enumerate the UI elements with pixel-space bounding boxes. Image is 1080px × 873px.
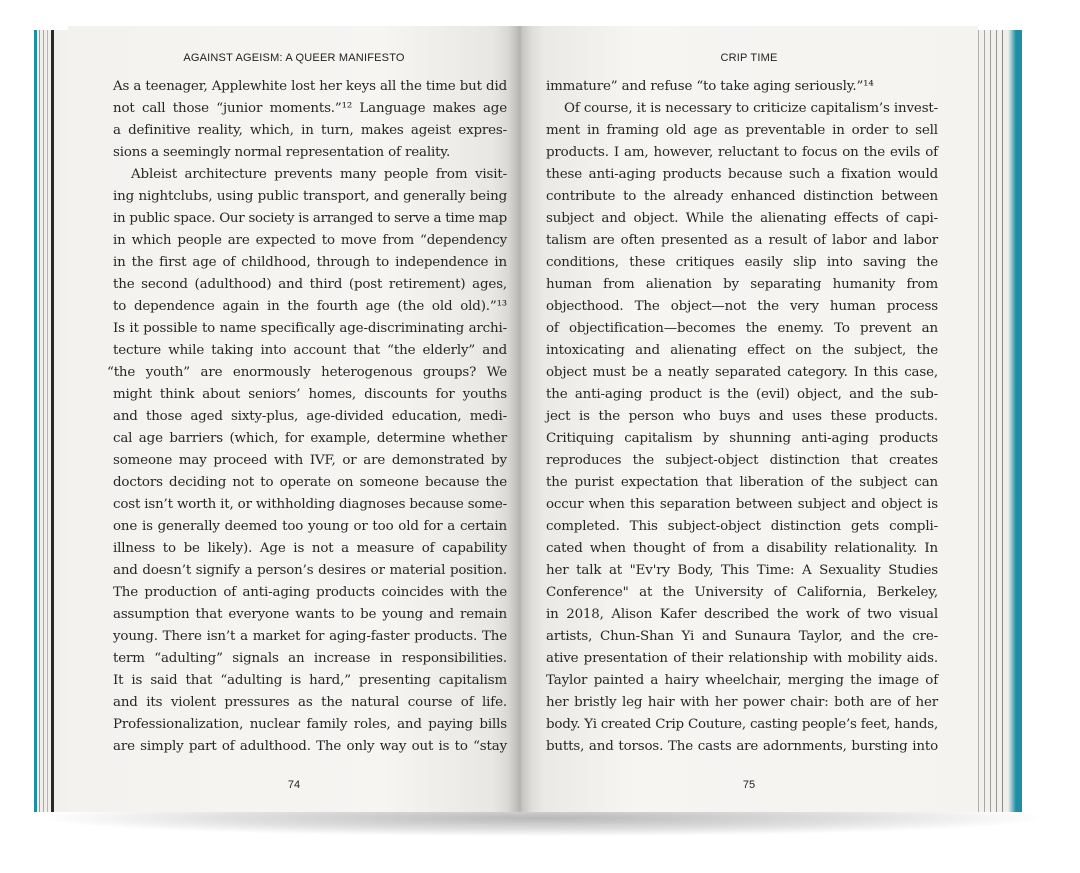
- text-line: in which people are expected to move from “dependency: [113, 233, 507, 248]
- text-line: products. I am, however, reluctant to focus on the evils of: [546, 145, 938, 160]
- text-line: the second (adulthood) and third (post retirement) ages,: [113, 277, 508, 292]
- text-line: object must be a neatly separated category. In this case,: [546, 365, 938, 380]
- text-line: illness to be likely). Age is not a measure of capability: [113, 541, 508, 556]
- left-running-head: AGAINST AGEISM: A QUEER MANIFESTO: [183, 52, 405, 64]
- text-line: and those aged sixty-plus, age-divided education, medi-: [113, 409, 507, 424]
- text-line: Of course, it is necessary to criticize capitalism’s invest-: [564, 101, 939, 116]
- text-line: tecture while taking into account that “the elderly” and: [113, 343, 508, 358]
- text-line: her talk at "Ev'ry Body, This Time: A Sexuality Studies: [546, 563, 938, 578]
- text-line: one is generally deemed too young or too old for a certain: [113, 519, 507, 534]
- text-line: As a teenager, Applewhite lost her keys all the time but did: [113, 79, 508, 94]
- text-line: and its violent pressures as the natural course of life.: [113, 695, 507, 710]
- text-line: “the youth” are enormously heterogenous groups? We: [107, 365, 507, 380]
- text-line: are simply part of adulthood. The only way out is to “stay: [113, 739, 508, 754]
- right-running-head: CRIP TIME: [720, 52, 778, 64]
- text-line: the purist expectation that liberation of the subject can: [546, 475, 938, 490]
- text-line: her bristly leg hair with her power chair: both are of her: [546, 695, 939, 710]
- text-line: term “adulting” signals an increase in responsibilities.: [113, 651, 507, 666]
- text-line: ing nightclubs, using public transport, and generally being: [113, 189, 507, 204]
- text-line: ject is the person who buys and uses these products.: [546, 409, 938, 424]
- text-line: Ableist architecture prevents many people from visit-: [131, 167, 507, 182]
- left-body-text: [107, 76, 508, 758]
- right-body-text: [546, 76, 938, 758]
- text-line: contribute to the already enhanced distinction between: [546, 189, 938, 204]
- left-page-number: 74: [287, 779, 301, 791]
- text-line: objecthood. The object—not the very human process: [546, 299, 938, 314]
- text-line: reproduces the subject-object distinction that creates: [546, 453, 938, 468]
- text-line: ment in framing old age as preventable in order to sell: [546, 123, 938, 138]
- text-line: artists, Chun-Shan Yi and Sunaura Taylor, and the cre-: [546, 629, 939, 644]
- text-line: not call those “junior moments.”¹² Language makes age: [113, 101, 507, 116]
- text-line: conditions, these critiques easily slip into saving the: [546, 255, 938, 270]
- text-line: doctors deciding not to operate on someone because the: [113, 475, 508, 490]
- text-line: ative presentation of their relationship with mobility aids.: [546, 651, 938, 666]
- right-page-edges: [972, 30, 1022, 812]
- text-line: talism are often presented as a result of labor and labor: [546, 233, 938, 248]
- text-line: completed. This subject-object distinction gets compli-: [546, 519, 938, 534]
- text-line: and doesn’t signify a person’s desires or material position.: [113, 563, 508, 578]
- text-line: subject and object. While the alienating effects of capi-: [546, 211, 939, 226]
- right-page: [520, 26, 978, 812]
- text-line: these anti-aging products because such a fixation would: [546, 167, 938, 182]
- text-line: young. There isn’t a market for aging-faster products. The: [113, 629, 507, 644]
- text-line: Is it possible to name specifically age-discriminating archi-: [113, 321, 507, 336]
- text-line: Conference" at the University of California, Berkeley,: [546, 585, 939, 600]
- text-line: of objectification—becomes the enemy. To prevent an: [546, 321, 938, 336]
- text-line: It is said that “adulting is hard,” presenting capitalism: [113, 673, 508, 688]
- text-line: might think about seniors’ homes, discounts for youths: [113, 387, 507, 402]
- text-line: in public space. Our society is arranged to serve a time map: [113, 211, 507, 226]
- text-line: in 2018, Alison Kafer described the work of two visual: [546, 607, 938, 622]
- text-line: cated when thought of from a disability relationality. In: [546, 541, 938, 556]
- right-page-number: 75: [742, 779, 756, 791]
- text-line: intoxicating and alienating effect on the subject, the: [546, 343, 938, 358]
- text-line: immature” and refuse “to take aging seriously.”¹⁴: [546, 79, 874, 94]
- text-line: the anti-aging product is the (evil) object, and the sub-: [546, 387, 939, 402]
- gutter-shadow: [508, 26, 532, 812]
- text-line: cal age barriers (which, for example, determine whether: [113, 431, 508, 446]
- text-line: someone may proceed with IVF, or are demonstrated by: [113, 453, 507, 468]
- text-line: sions a seemingly normal representation of reality.: [113, 145, 451, 160]
- text-line: Critiquing capitalism by shunning anti-aging products: [546, 431, 938, 446]
- text-line: assumption that everyone wants to be young and remain: [113, 607, 507, 622]
- text-line: The production of anti-aging products coincides with the: [113, 585, 507, 600]
- text-line: in the first age of childhood, through to independence in: [113, 255, 507, 270]
- left-page: [68, 26, 520, 812]
- text-line: cost isn’t worth it, or withholding diagnoses because some-: [113, 497, 507, 512]
- text-line: Professionalization, nuclear family roles, and paying bills: [113, 717, 507, 732]
- text-line: human from alienation by separating humanity from: [546, 277, 939, 292]
- text-line: Taylor painted a hairy wheelchair, merging the image of: [546, 673, 939, 688]
- text-line: butts, and torsos. The casts are adornments, bursting into: [546, 739, 939, 754]
- text-line: occur when this separation between subject and object is: [546, 497, 938, 512]
- text-line: a definitive reality, which, in turn, makes ageist expres-: [113, 123, 508, 138]
- text-line: body. Yi created Crip Couture, casting people’s feet, hands,: [546, 717, 939, 732]
- text-line: to dependence again in the fourth age (the old old).”¹³: [113, 299, 508, 314]
